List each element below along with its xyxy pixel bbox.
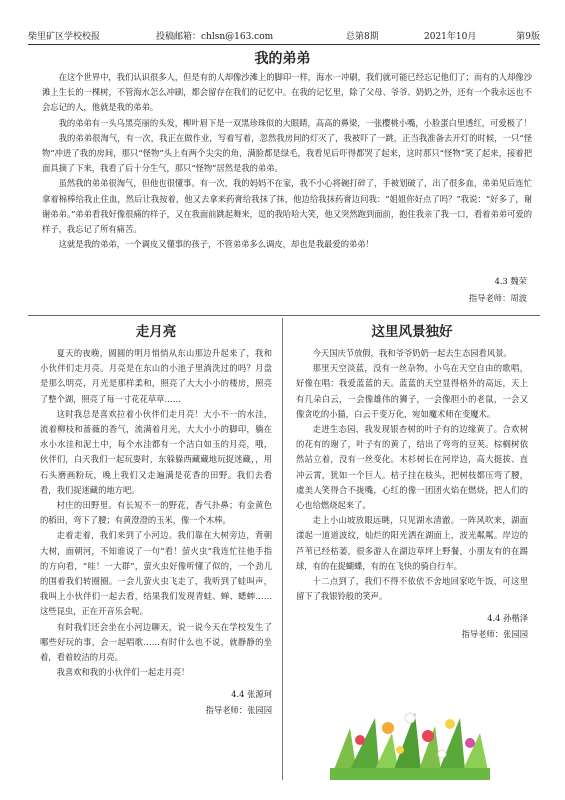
- article2-paragraph: 有时我们还会坐在小河边聊天，说一说今天在学校发生了哪些好玩的事，会一起唱歌……有时什么也不说，就静静的坐着，看着皎洁的月亮。: [40, 621, 272, 663]
- article3-signature: [296, 610, 528, 642]
- header-divider: [28, 44, 540, 45]
- article2-paragraph: 我喜欢和我的小伙伴们一起走月亮！: [56, 667, 190, 678]
- article1-paragraph: 我的弟弟很淘气，有一次，我正在做作业，写着写着，忽然我房间的灯灭了，我被吓了一跳，正当我准备去开灯的时候，一只“怪物”冲进了我的房间，那只“怪物”头上有两个尖尖的角，满脸都是绿毛，我看见后吓得都哭了起来，这时那只“怪物”笑了起来，接着把面具摘了下来，我看了后十分生气，那只“怪物”居然是我的弟弟。: [42, 132, 532, 174]
- article1-author: 4.3 魏荣: [494, 276, 527, 286]
- article2-paragraph: 村庄的田野里。有长短不一的野花，香气扑鼻；有金黄色的稻田，弯下了腰；有黄澄澄的玉米，像一个木棒。: [40, 500, 272, 526]
- article2-paragraph: 这时我总是喜欢拉着小伙伴们走月亮！大小不一的水洼，流着柳枝和蔷薇的香气，流满着月光，大大小小的脚印，躺在水小水洼和泥土中，每个水洼都有一个洁白如玉的月亮，哦，伙伴们，白天我们一起玩耍时，东躲躲西藏藏地玩捉迷藏，，用石头磨画粉玩，晚上我们又走遍满是花香的田野。我们去看看，我们捉迷藏的地方吧。: [40, 408, 272, 495]
- issue-date: 2021年10月: [424, 32, 477, 42]
- school-name: 柴里矿区学校校报: [28, 32, 101, 42]
- article1-paragraph: 虽然我的弟弟很淘气，但他也很懂事。有一次，我的妈妈不在家，我不小心将碗打碎了，手被划破了，出了很多血，弟弟见后连忙拿着棉棒给我止住血，然后让我按着，他又去拿来药膏给我抹了抹，他边给我抹药膏边问我：“姐姐你好点了吗？”我说：“好多了，谢谢弟弟。”弟弟看我好像很痛的样子，又在我面前跳起舞来，逗的我哈哈大笑，他又突然跑到面前，抱住我亲了我一口，看着弟弟可爱的样子，我忘记了所有痛苦。: [42, 178, 532, 235]
- article3-paragraph: 十二点到了，我们不得不依依不舍地回家吃午饭，可这里留下了我银铃般的笑声。: [296, 576, 528, 602]
- article3-title: 这里风景独好: [371, 324, 453, 340]
- article1-paragraph: 这就是我的弟弟，一个调皮又懂事的孩子，不管弟弟多么调皮，却也是我最爱的弟弟！: [58, 239, 374, 250]
- article2-paragraph: 走着走着，我们来到了小河边。我们靠在大树旁边，背朝大树，面朝河，不知谁说了一句“看！萤火虫”我连忙往他手指的方向看，“哇！一大群”，萤火虫好像听懂了似的，一个劲儿的围着我们转圈圈。一会儿萤火虫飞走了，我听到了蛙叫声，我叫上小伙伴们一起去看，结果我们发现青蛙、蝉、蟋蟀……这些昆虫，正在开音乐会呢。: [40, 530, 272, 617]
- article3-author: 4.4 孙楷泽: [487, 613, 528, 624]
- column-divider: [282, 318, 283, 780]
- article2-paragraph: 夏天的夜晚，圆圆的明月悄悄从东山那边升起来了，我和小伙伴们走月亮。月亮是在东山的小池子里淌洗过的吗？月盘是那么明亮，月光是那样柔和，照亮了大大小小的楼房，照亮了整个湖，照亮了每一寸花花草草……: [40, 348, 272, 404]
- contribution-email: 投稿邮箱：chlsn@163.com: [156, 32, 274, 42]
- page-header: [28, 27, 540, 43]
- article3-paragraph: 今天国庆节放假，我和爷爷奶奶一起去生态园看风景。: [312, 348, 512, 358]
- article3-paragraph: 走进生态园，我发现银杏树的叶子有的边缘黄了。合欢树的花有的谢了，叶子有的黄了，结出了弯弯的豆荚。棕榈树依然站立着，没有一丝变化。木杉树长在河岸边，高大挺拔、直冲云霄，犹如一个巨人。桔子挂在枝头，把树枝都压弯了腰，虞美人笑得合不拢嘴，心红的像一团团火焰在燃烧，把人们的心也给燃烧起来了。: [296, 424, 528, 511]
- article3-paragraph: 走上小山坡放眼远眺，只见湖水清澈。一阵风吹来，湖面漾起一道道波纹，灿烂的阳光洒在湖面上，波光粼粼。岸边的芦苇已经枯萎，很多游人在湖边草坪上野餐，小朋友有的在踢球，有的在捉蝴蝶，有的在飞快的骑自行车。: [296, 515, 528, 571]
- article3-column: [296, 322, 528, 642]
- article2-signature: [40, 686, 272, 718]
- article2-teacher: 指导老师：张园园: [205, 705, 272, 716]
- article1-title: 我的弟弟: [254, 51, 311, 67]
- article2-author: 4.4 张源珂: [231, 689, 272, 700]
- article1-teacher: 指导老师：周波: [468, 293, 527, 303]
- issue-number: 总第8期: [346, 32, 379, 42]
- section-divider: [28, 315, 540, 316]
- flower-grass-illustration: [330, 688, 490, 780]
- page-number: 第9版: [516, 32, 540, 42]
- article2-title: 走月亮: [135, 324, 177, 340]
- article2-column: [40, 322, 272, 718]
- article1-body: [42, 70, 532, 252]
- article1-paragraph: 在这个世界中，我们认识很多人，但是有的人却像沙滩上的脚印一样，海水一冲刷，我们就可能已经忘记他们了；而有的人却像沙滩上生长的一棵树，不管海水怎么冲刷，都会留存在我们的记忆中。在我的记忆里，除了父母、爷爷、奶奶之外，还有一个我永远也不会忘记的人，他就是我的弟弟。: [42, 72, 532, 113]
- article1-paragraph: 我的弟弟有一头乌黑亮丽的头发，柳叶眉下是一双黑珍珠似的大眼睛，高高的鼻梁，一张樱桃小嘴，小脸蛋白里透红，可爱极了！: [58, 117, 532, 128]
- article3-teacher: 指导老师：张园园: [461, 629, 528, 640]
- article3-paragraph: 那里天空淡蓝，没有一丝杂物，小鸟在天空自由的歌唱，好像在唱：我爱蓝蓝的天。蓝蓝的天空显得格外的高远，天上有几朵白云，一会像雄伟的狮子，一会像胆小的老鼠，一会又像贪吃的小猫，白云千变万化，宛如魔术师在变魔术。: [296, 363, 528, 419]
